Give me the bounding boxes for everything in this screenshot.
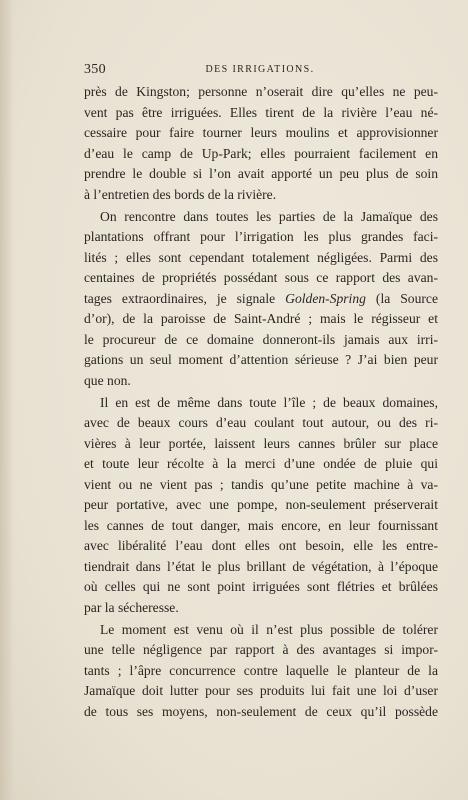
text-line: près de Kingston; personne n’oserait dire qu’elles ne peu- [84, 84, 438, 99]
text-line: par la sécheresse. [84, 599, 179, 615]
text-line: plantations offrant pour l’irrigation les plus grandes faci- [84, 229, 438, 244]
text-line: lités ; elles sont cependant totalement négligées. Parmi des [84, 249, 438, 265]
text-line: peur portative, avec une pompe, non-seulement préserverait [84, 497, 438, 512]
text-line: avec libéralité l’eau dont elles ont besoin, elle les entre- [84, 538, 438, 553]
text-line: prendre le double si l’on avait apporté un peu plus de soin [84, 166, 438, 181]
text-line: vient ou ne vient pas ; tandis qu’une petite machine à va- [84, 476, 438, 492]
text-line: vent pas être irriguées. Elles tirent de la rivière l’eau né- [84, 104, 438, 120]
text-line: d’or), de la paroisse de Saint-André ; mais le régisseur et [84, 311, 438, 326]
text-line: Il en est de même dans toute l’île ; de beaux domaines, [100, 394, 438, 410]
text-line: vières à leur portée, laissent leurs cannes brûler sur place [84, 435, 438, 451]
text-line: les cannes de tout danger, mais encore, en leur fournissant [84, 517, 438, 533]
paragraph [84, 393, 438, 619]
paragraph [84, 620, 438, 723]
text-line: gations un seul moment d’attention sérieuse ? J’ai bien peur [84, 352, 438, 367]
text-line: où celles qui ne sont point irriguées sont flétries et brûlées [84, 579, 438, 594]
body-text [84, 82, 438, 722]
text-line: que non. [84, 372, 131, 388]
text-line: de tous ses moyens, non-seulement de ceux qu’il possède [84, 703, 438, 719]
text-line: Le moment est venu où il n’est plus possible de tolérer [100, 621, 438, 637]
binding-shadow [0, 0, 14, 800]
text-line: le procureur de ce domaine donneront-ils jamais aux irri- [84, 331, 438, 347]
text-line: tiendrait dans l’état le plus brillant de végétation, à l’époque [84, 558, 438, 574]
text-line: cessaire pour faire tourner leurs moulins et approvisionner [84, 125, 438, 140]
text-segment: (la Source [365, 290, 438, 306]
text-segment: tages extraordinaires, je signale [84, 290, 286, 306]
text-line: d’eau le camp de Up-Park; elles pourraient facilement en [84, 145, 438, 161]
paragraph [84, 82, 438, 205]
page-number: 350 [84, 62, 106, 77]
text-line [84, 289, 438, 310]
paragraph [84, 207, 438, 392]
text-line: à l’entretien des bords de la rivière. [84, 186, 277, 202]
text-line: tants ; l’âpre concurrence contre laquelle le planteur de la [84, 662, 438, 678]
text-line: Jamaïque doit lutter pour ses produits lui fait une loi d’user [84, 683, 438, 698]
text-line: une telle négligence par rapport à des avantages si impor- [84, 642, 438, 657]
text-line: et toute leur récolte à la merci d’une ondée de pluie qui [84, 456, 438, 471]
text-line: avec de beaux cours d’eau coulant tout autour, ou des ri- [84, 415, 438, 430]
estate-name: Golden-Spring [285, 290, 366, 306]
text-line: On rencontre dans toutes les parties de la Jamaïque des [100, 208, 438, 224]
page-header [84, 62, 436, 80]
text-line: centaines de propriétés possédant sous ce rapport des avan- [84, 270, 438, 285]
running-head: DES IRRIGATIONS. [205, 64, 315, 75]
